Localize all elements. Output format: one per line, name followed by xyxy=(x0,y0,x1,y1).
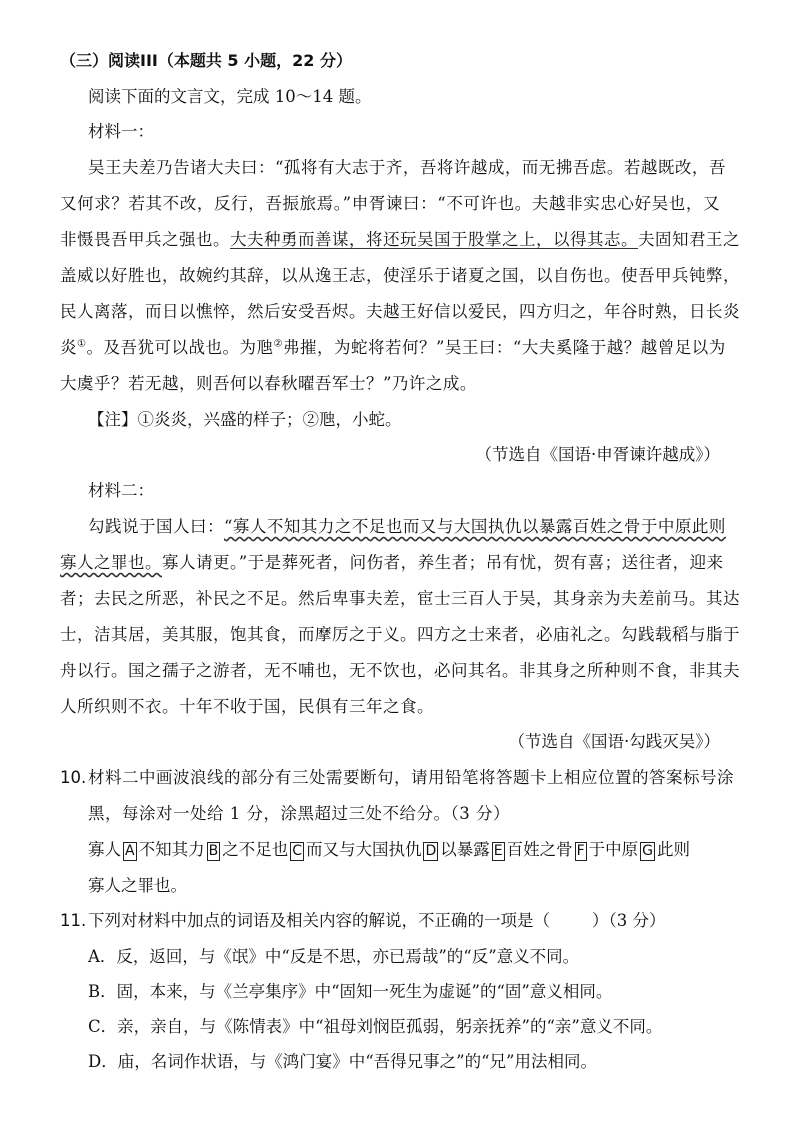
answer-mark-g[interactable]: G xyxy=(642,843,654,859)
material2-line-6: 人所织则不衣。十年不收于国，民俱有三年之食。 xyxy=(60,697,434,716)
wavy-underlined-passage-end: 寡人之罪也。 xyxy=(60,553,162,572)
answer-mark-d[interactable]: D xyxy=(425,843,437,859)
answer-mark-c[interactable]: C xyxy=(292,843,302,859)
material2-line-1: 勾践说于国人曰：“寡人不知其力之不足也而又与大国执仇以暴露百姓之骨于中原此则 xyxy=(88,517,726,536)
section-instruction: 阅读下面的文言文，完成 10～14 题。 xyxy=(88,87,372,106)
material2-line-2: 寡人之罪也。寡人请更。”于是葬死者，问伤者，养生者；吊有忧，贺有喜；送往者，迎来 xyxy=(60,553,724,572)
material2-line-4: 士，洁其居，美其服，饱其食，而摩厉之于义。四方之士来者，必庙礼之。勾践载稻与脂于 xyxy=(60,625,740,644)
q11-number: 11. xyxy=(60,911,87,930)
q11-option-c: C．亲，亲自，与《陈情表》中“祖母刘悯臣孤弱，躬亲抚养”的“亲”意义不同。 xyxy=(88,1017,663,1036)
material2-label: 材料二： xyxy=(88,481,154,500)
q10-stem-line-1: 材料二中画波浪线的部分有三处需要断句，请用铅笔将答题卡上相应位置的答案标号涂 xyxy=(88,768,734,787)
material2-line-5: 舟以行。国之孺子之游者，无不哺也，无不饮也，必问其名。非其身之所种则不食，非其夫 xyxy=(60,661,740,680)
q11-option-b: B．固，本来，与《兰亭集序》中“固知一死生为虚诞”的“固”意义相同。 xyxy=(88,982,613,1001)
material1-label: 材料一： xyxy=(88,122,154,141)
material1-line-5: 民人离落，而日以憔悴，然后安受吾烬。夫越王好信以爱民，四方归之，年谷时熟，日长炎 xyxy=(60,302,740,321)
material2-source: （节选自《国语·勾践灭吴》） xyxy=(508,732,720,751)
material1-line-7: 大虞乎？若无越，则吾何以春秋曜吾军士？”乃许之成。 xyxy=(60,374,477,393)
material1-line-1: 吴王夫差乃告诸大夫曰：“孤将有大志于齐，吾将许越成，而无拂吾虑。若越既改，吾 xyxy=(88,158,726,177)
section-heading: （三）阅读III（本题共 5 小题，22 分） xyxy=(60,51,352,70)
footnote-mark-2: ② xyxy=(273,338,283,350)
answer-mark-f[interactable]: F xyxy=(576,843,585,859)
q10-number: 10. xyxy=(60,768,87,787)
material1-line-4: 盖威以好胜也，故婉约其辞，以从逸王志，使淫乐于诸夏之国，以自伤也。使吾甲兵钝弊， xyxy=(60,266,740,285)
footnote-mark-1: ① xyxy=(77,338,87,350)
q10-answer-line-2: 寡人之罪也。 xyxy=(88,876,187,895)
material1-line-3: 非慑畏吾甲兵之强也。大夫种勇而善谋，将还玩吴国于股掌之上，以得其志。夫固知君王之 xyxy=(60,230,740,249)
material1-line-2: 又何求？若其不改，反行，吾振旅焉。”申胥谏曰：“不可许也。夫越非实忠心好吴也，又 xyxy=(60,194,720,213)
q11-option-d: D．庙，名词作状语，与《鸿门宴》中“吾得兄事之”的“兄”用法相同。 xyxy=(88,1052,597,1071)
material1-source: （节选自《国语·申胥谏许越成》） xyxy=(475,445,720,464)
q11-option-a: A．反，返回，与《氓》中“反是不思，亦已焉哉”的“反”意义不同。 xyxy=(88,947,580,966)
answer-mark-a[interactable]: A xyxy=(125,843,135,859)
underlined-sentence: 大夫种勇而善谋，将还玩吴国于股掌之上，以得其志。 xyxy=(230,230,638,249)
q10-answer-line-1: 寡人 A 不知其力 B 之不足也 C 而又与大国执仇 D 以暴露 E 百姓之骨 F 于中原 G 此则 xyxy=(88,840,691,859)
material1-note: 【注】①炎炎，兴盛的样子；②虺，小蛇。 xyxy=(88,410,402,429)
q11-stem: 下列对材料中加点的词语及相关内容的解说，不正确的一项是（ ）（3 分） xyxy=(88,911,666,930)
material2-line-3: 者；去民之所恶，补民之不足。然后卑事夫差，宦士三百人于吴，其身亲为夫差前马。其达 xyxy=(60,589,740,608)
answer-mark-e[interactable]: E xyxy=(493,843,503,859)
answer-mark-b[interactable]: B xyxy=(208,843,219,859)
material1-line-6: 炎①。及吾犹可以战也。为虺②弗摧，为蛇将若何？”吴王曰：“大夫奚隆于越？越曾足以为 xyxy=(60,338,726,357)
q10-stem-line-2: 黑，每涂对一处给 1 分，涂黑超过三处不给分。（3 分） xyxy=(88,804,510,823)
wavy-underlined-passage: “寡人不知其力之不足也而又与大国执仇以暴露百姓之骨于中原此则 xyxy=(224,517,726,536)
